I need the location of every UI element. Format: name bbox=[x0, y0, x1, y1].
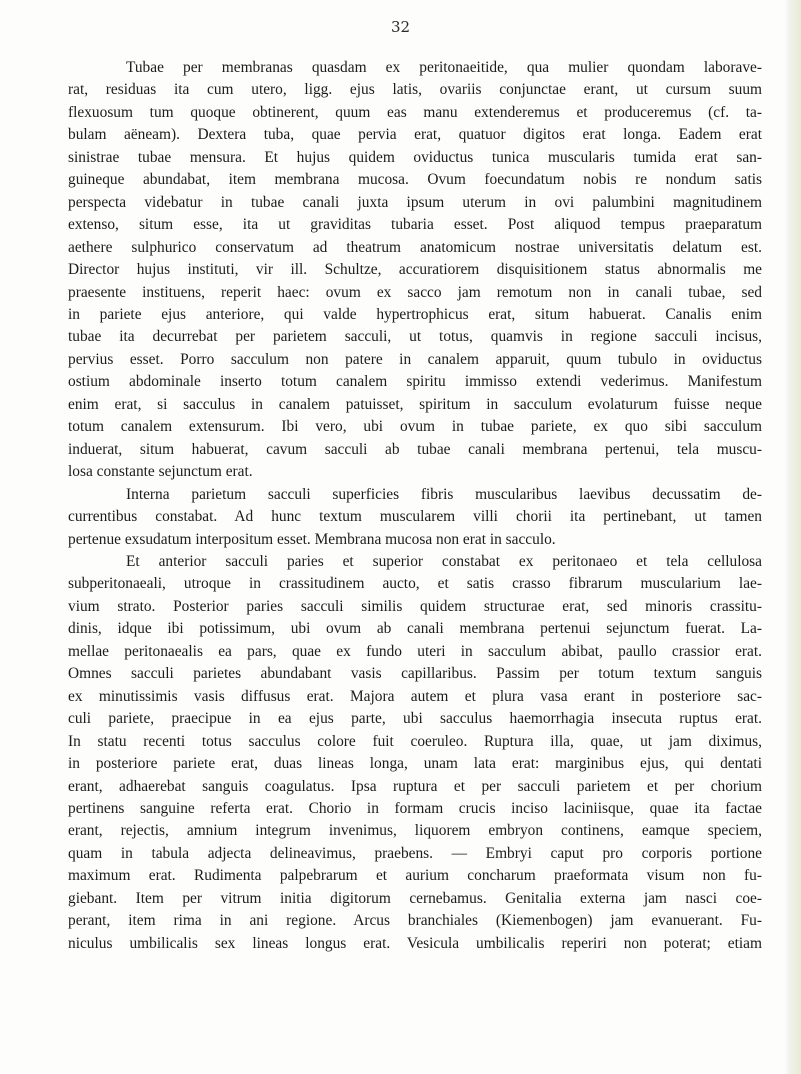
text-line: rat, residuas ita cum utero, ligg. ejus latis, ovariis conjunctae erant, ut cursum suum bbox=[68, 81, 762, 99]
text-line: niculus umbilicalis sex lineas longus erat. Vesicula umbilicalis reperiri non poterat; etiam bbox=[68, 934, 762, 952]
text-line: Tubae per membranas quasdam ex peritonaeitide, qua mulier quondam laborave- bbox=[126, 59, 762, 76]
text-line: sinistrae tubae mensura. Et hujus quidem oviductus tunica muscularis tumida erat san- bbox=[68, 148, 762, 166]
text-line: perant, item rima in ani regione. Arcus branchiales (Kiemenbogen) jam evanuerant. Fu- bbox=[68, 912, 762, 930]
text-line: perspecta videbatur in tubae canali juxta ipsum uterum in ovi palumbini magnitudinem bbox=[68, 193, 762, 211]
text-line: currentibus constabat. Ad hunc textum muscularem villi chorii ita pertinebant, ut tamen bbox=[68, 508, 762, 526]
text-line: bulam aëneam). Dextera tuba, quae pervia erat, quatuor digitos erat longa. Eadem erat bbox=[68, 126, 762, 144]
text-line: dinis, idque ibi potissimum, ubi ovum ab canali membrana pertenui sejunctum fuerat. La- bbox=[68, 620, 762, 638]
text-line: ostium abdominale inserto totum canalem spiritu immisso extendi vederimus. Manifestum bbox=[68, 373, 762, 391]
page-number: 32 bbox=[390, 18, 411, 36]
body-text bbox=[68, 57, 762, 955]
text-line: In statu recenti totus sacculus colore fuit coeruleo. Ruptura illa, quae, ut jam diximus, bbox=[68, 732, 762, 750]
text-line: giebant. Item per vitrum initia digitorum cernebamus. Genitalia externa jam nasci coe- bbox=[68, 889, 762, 907]
text-line: Interna parietum sacculi superficies fibris muscularibus laevibus decussatim de- bbox=[126, 485, 762, 503]
text-line: in posteriore pariete erat, duas lineas longa, unam lata erat: marginibus ejus, qui dentati bbox=[68, 755, 762, 773]
page-edge bbox=[783, 0, 801, 1074]
text-line: erant, rejectis, amnium integrum invenimus, liquorem embryon continens, eamque speciem, bbox=[68, 822, 762, 840]
text-line: aethere sulphurico conservatum ad theatrum anatomicum nostrae universitatis delatum est. bbox=[68, 238, 762, 256]
text-line: pervius esset. Porro sacculum non patere in canalem apparuit, quum tubulo in oviductus bbox=[68, 350, 762, 368]
text-line: vium strato. Posterior paries sacculi similis quidem structurae erat, sed minoris crassitu- bbox=[68, 597, 762, 615]
text-line: maximum erat. Rudimenta palpebrarum et aurium concharum praeformata visum non fu- bbox=[68, 867, 762, 885]
text-line: losa constante sejunctum erat. bbox=[68, 463, 253, 481]
text-line: culi pariete, praecipue in ea ejus parte, ubi sacculus haemorrhagia insecuta ruptus erat. bbox=[68, 710, 762, 728]
text-line: in pariete ejus anteriore, qui valde hypertrophicus erat, situm habuerat. Canalis enim bbox=[68, 305, 762, 323]
text-line: Director hujus instituti, vir ill. Schultze, accuratiorem disquisitionem status abnormalis me bbox=[68, 261, 762, 279]
text-line: guineque abundabat, item membrana mucosa. Ovum foecundatum nobis re nondum satis bbox=[68, 171, 762, 189]
text-line: ex minutissimis vasis diffusus erat. Majora autem et plura vasa erant in posteriore sac- bbox=[68, 687, 762, 705]
text-line: enim erat, si sacculus in canalem patuisset, spiritum in sacculum evolaturum fuisse neque bbox=[68, 395, 762, 413]
text-line: flexuosum tum quoque obtinerent, quum eas manu extenderemus et produceremus (cf. ta- bbox=[68, 103, 762, 121]
text-line: pertinens sanguine referta erat. Chorio in formam crucis inciso laciniisque, quae ita factae bbox=[68, 799, 762, 817]
paragraph-3 bbox=[68, 551, 762, 955]
paragraph-1 bbox=[68, 57, 762, 484]
text-line: induerat, situm habuerat, cavum sacculi ab tubae canali membrana pertenui, tela muscu- bbox=[68, 440, 762, 458]
text-line: praesente instituens, reperit haec: ovum ex sacco jam remotum non in canali tubae, sed bbox=[68, 283, 762, 301]
text-line: Et anterior sacculi paries et superior constabat ex peritonaeo et tela cellulosa bbox=[126, 552, 762, 570]
text-line: extenso, situm esse, ita ut graviditas tubaria esset. Post aliquod tempus praeparatum bbox=[68, 216, 762, 234]
text-line: pertenue exsudatum interpositum esset. Membrana mucosa non erat in sacculo. bbox=[68, 530, 556, 548]
paragraph-2 bbox=[68, 484, 762, 551]
text-line: totum canalem extensurum. Ibi vero, ubi ovum in tubae pariete, ex quo sibi sacculum bbox=[68, 418, 762, 436]
text-line: subperitonaeali, utroque in crassitudinem aucto, et satis crasso fibrarum muscularium lae- bbox=[68, 575, 762, 593]
text-line: quam in tabula adjecta delineavimus, praebens. — Embryi caput pro corporis portione bbox=[68, 844, 762, 862]
text-line: Omnes sacculi parietes abundabant vasis capillaribus. Passim per totum textum sanguis bbox=[68, 665, 762, 683]
text-line: erant, adhaerebat sanguis coagulatus. Ipsa ruptura et per sacculi parietem et per chorium bbox=[68, 777, 762, 795]
text-line: tubae ita decurrebat per parietem sacculi, ut totus, quamvis in regione sacculi incisus, bbox=[68, 328, 762, 346]
text-line: mellae peritonaealis ea pars, quae ex fundo uteri in sacculum abibat, paullo crassior erat. bbox=[68, 642, 762, 660]
